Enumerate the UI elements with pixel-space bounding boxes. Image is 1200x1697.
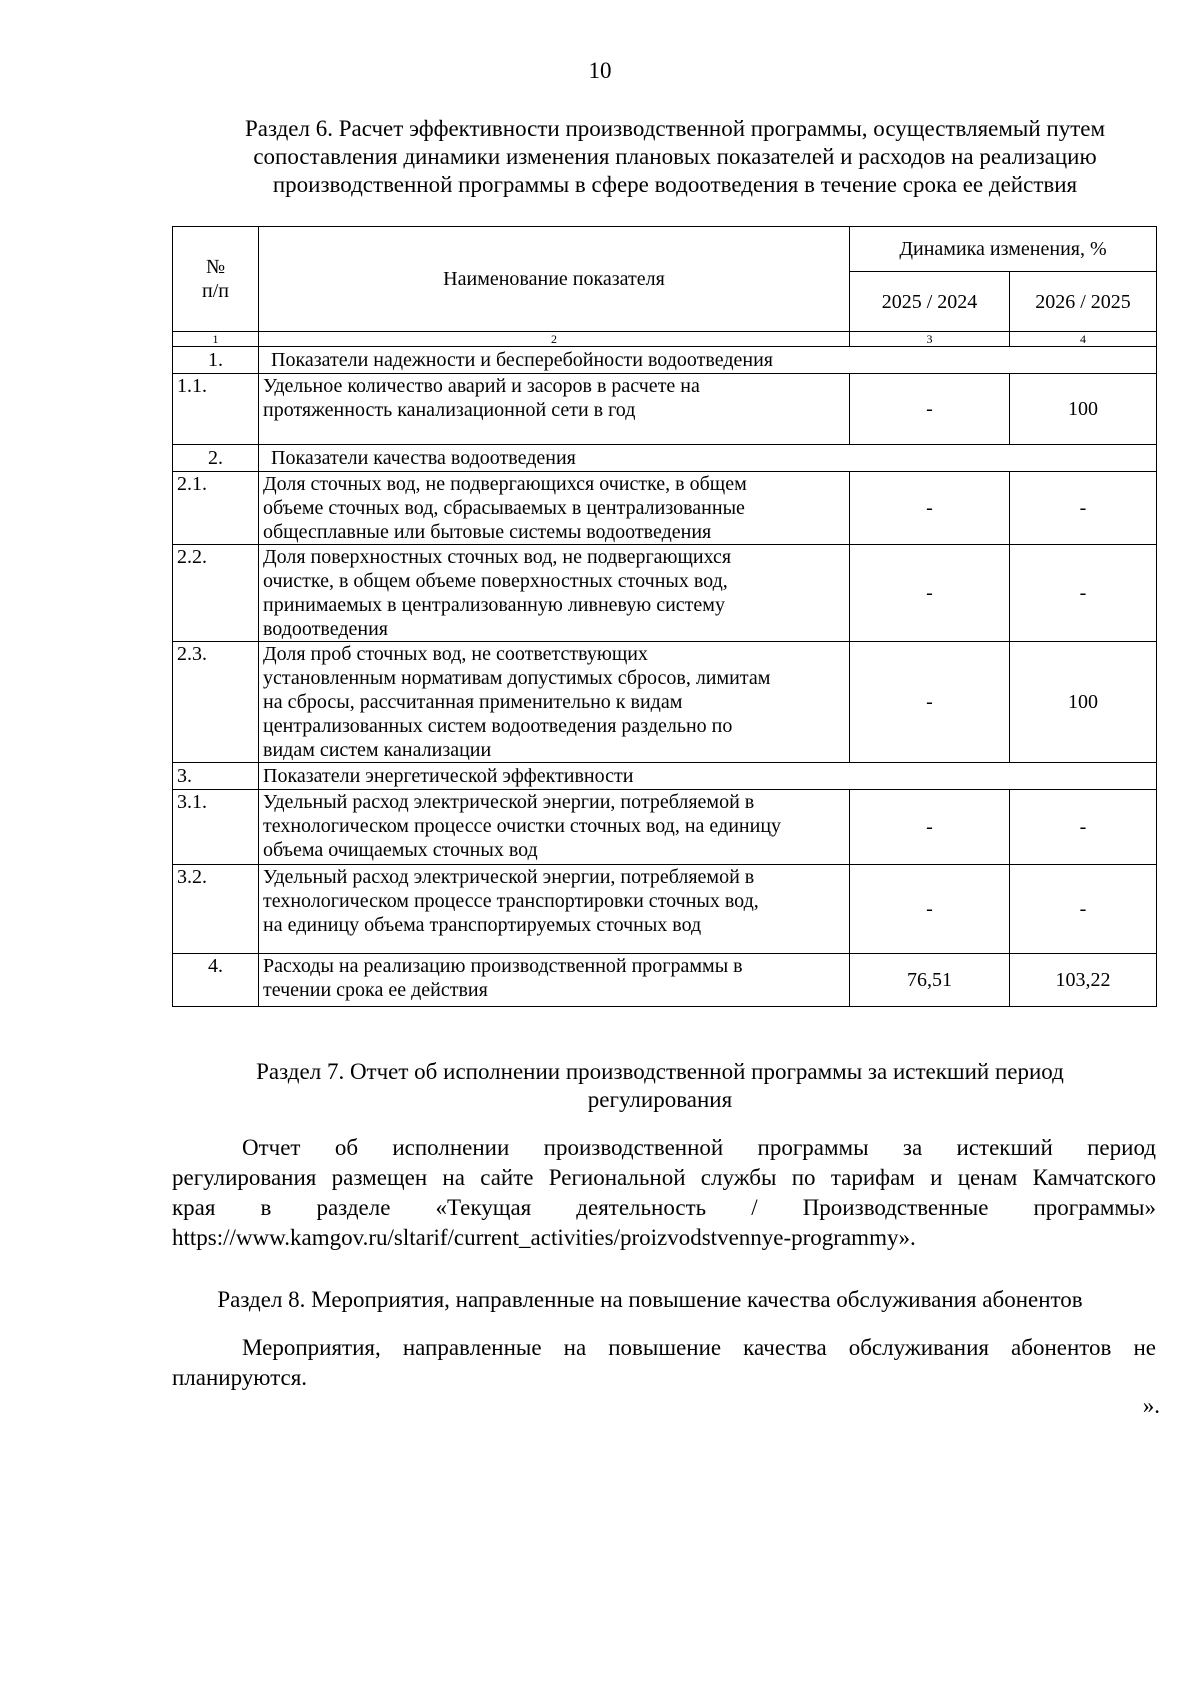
section-8-title: Раздел 8. Мероприятия, направленные на повышение качества обслуживания абонентов (217, 1287, 1083, 1312)
indicator-name-cell (259, 954, 850, 1007)
section-7-paragraph (172, 1133, 1156, 1253)
table-header-row (173, 227, 1157, 272)
row-number-cell: 2.3. (173, 642, 259, 763)
dynamics-value-2025: 76,51 (850, 954, 1010, 1007)
header-year-2: 2026 / 2025 (1010, 272, 1157, 332)
paragraph-line: края в разделе «Текущая деятельность / Производственные программы» (172, 1195, 1156, 1220)
table-group-row (173, 445, 1157, 472)
dynamics-value-2026: - (1010, 545, 1157, 642)
section-6-title-line: производственной программы в сфере водоотведения в течение срока ее действия (272, 172, 1078, 197)
dynamics-value-2025: - (850, 374, 1010, 445)
indicator-name-cell (259, 374, 850, 445)
indicator-name-line: технологическом процессе очистки сточных вод, на единицу (263, 815, 782, 837)
group-name-cell: Показатели надежности и бесперебойности водоотведения (259, 347, 1157, 374)
row-number-cell: 3.1. (173, 790, 259, 865)
dynamics-value-2025: - (850, 790, 1010, 865)
group-name-cell: Показатели качества водоотведения (259, 445, 1157, 472)
indicator-name-line: централизованных систем водоотведения раздельно по (263, 715, 733, 737)
indicator-name-cell (259, 790, 850, 865)
indicator-name-line: Доля поверхностных сточных вод, не подвергающихся (263, 546, 732, 568)
section-7-title-line: Раздел 7. Отчет об исполнении производственной программы за истекший период (256, 1059, 1064, 1084)
table-row (173, 642, 1157, 763)
group-name-cell: Показатели энергетической эффективности (259, 763, 1157, 790)
table-row (173, 545, 1157, 642)
section-7-title-line: регулирования (587, 1087, 733, 1112)
indicator-name-line: объема очищаемых сточных вод (263, 839, 538, 861)
dynamics-value-2026: - (1010, 472, 1157, 545)
dynamics-value-2026: - (1010, 865, 1157, 954)
dynamics-value-2025: - (850, 642, 1010, 763)
indicator-name-line: принимаемых в централизованную ливневую систему (263, 594, 725, 616)
row-number-cell: 3. (173, 763, 259, 790)
row-number-cell: 1.1. (173, 374, 259, 445)
column-number: 2 (259, 332, 850, 347)
indicator-name-line: Доля сточных вод, не подвергающихся очистке, в общем (263, 473, 747, 495)
column-number: 4 (1010, 332, 1157, 347)
table-row (173, 954, 1157, 1007)
row-number-cell: 2.1. (173, 472, 259, 545)
table-row (173, 790, 1157, 865)
dynamics-value-2025: - (850, 545, 1010, 642)
indicator-name-line: водоотведения (263, 618, 388, 640)
table-group-row (173, 347, 1157, 374)
row-number-cell: 1. (173, 347, 259, 374)
indicator-name-line: Удельный расход электрической энергии, потребляемой в (263, 866, 755, 888)
table-body (173, 347, 1157, 1007)
indicator-name-line: установленным нормативам допустимых сбросов, лимитам (263, 667, 771, 689)
page-number: 10 (588, 58, 612, 83)
row-number-cell: 4. (173, 954, 259, 1007)
indicator-name-line: течении срока ее действия (263, 979, 488, 1001)
column-number: 1 (173, 332, 259, 347)
paragraph-line: планируются. (172, 1365, 308, 1390)
row-number-cell: 2.2. (173, 545, 259, 642)
table-row (173, 374, 1157, 445)
indicator-name-line: очистке, в общем объеме поверхностных сточных вод, (263, 570, 728, 592)
indicator-name-line: протяженность канализационной сети в год (263, 399, 636, 421)
paragraph-line: Отчет об исполнении производственной программы за истекший период (242, 1135, 1156, 1160)
section-8-paragraph (172, 1333, 1156, 1393)
indicator-name-line: Расходы на реализацию производственной программы в (263, 955, 743, 977)
indicator-name-line: Удельное количество аварий и засоров в расчете на (263, 375, 700, 397)
dynamics-value-2025: - (850, 472, 1010, 545)
column-number: 3 (850, 332, 1010, 347)
indicator-name-line: видам систем канализации (263, 739, 492, 761)
efficiency-table (172, 226, 1157, 1007)
indicator-name-line: Доля проб сточных вод, не соответствующих (263, 643, 648, 665)
header-dynamics-cell: Динамика изменения, % (850, 227, 1157, 272)
indicator-name-line: объеме сточных вод, сбрасываемых в централизованные (263, 497, 745, 519)
indicator-name-line: технологическом процессе транспортировки сточных вод, (263, 890, 759, 912)
closing-quote-mark: ». (1142, 1393, 1160, 1418)
indicator-name-cell (259, 472, 850, 545)
column-number-row (173, 332, 1157, 347)
paragraph-line-url: https://www.kamgov.ru/sltarif/current_activities/proizvodstvennye-programmy». (172, 1225, 916, 1250)
header-number-cell: № п/п (173, 227, 259, 332)
indicator-name-cell (259, 545, 850, 642)
paragraph-line: Мероприятия, направленные на повышение качества обслуживания абонентов не (242, 1335, 1156, 1360)
table-row (173, 865, 1157, 954)
indicator-name-cell (259, 865, 850, 954)
dynamics-value-2026: 100 (1010, 374, 1157, 445)
table-row (173, 472, 1157, 545)
dynamics-value-2026: 100 (1010, 642, 1157, 763)
dynamics-value-2026: 103,22 (1010, 954, 1157, 1007)
section-6-title (200, 115, 1150, 199)
row-number-cell: 3.2. (173, 865, 259, 954)
header-name-cell: Наименование показателя (259, 227, 850, 332)
header-year-1: 2025 / 2024 (850, 272, 1010, 332)
table-group-row (173, 763, 1157, 790)
section-7-title (200, 1058, 1120, 1114)
indicator-name-cell (259, 642, 850, 763)
row-number-cell: 2. (173, 445, 259, 472)
section-6-title-line: сопоставления динамики изменения плановых показателей и расходов на реализацию (253, 144, 1097, 169)
dynamics-value-2025: - (850, 865, 1010, 954)
indicator-name-line: на сбросы, рассчитанная применительно к видам (263, 691, 683, 713)
section-6-title-line: Раздел 6. Расчет эффективности производственной программы, осуществляемый путем (244, 116, 1106, 141)
paragraph-line: регулирования размещен на сайте Региональной службы по тарифам и ценам Камчатского (172, 1165, 1156, 1190)
indicator-name-line: общесплавные или бытовые системы водоотведения (263, 521, 712, 543)
indicator-name-line: Удельный расход электрической энергии, потребляемой в (263, 791, 755, 813)
indicator-name-line: на единицу объема транспортируемых сточных вод (263, 914, 702, 936)
dynamics-value-2026: - (1010, 790, 1157, 865)
